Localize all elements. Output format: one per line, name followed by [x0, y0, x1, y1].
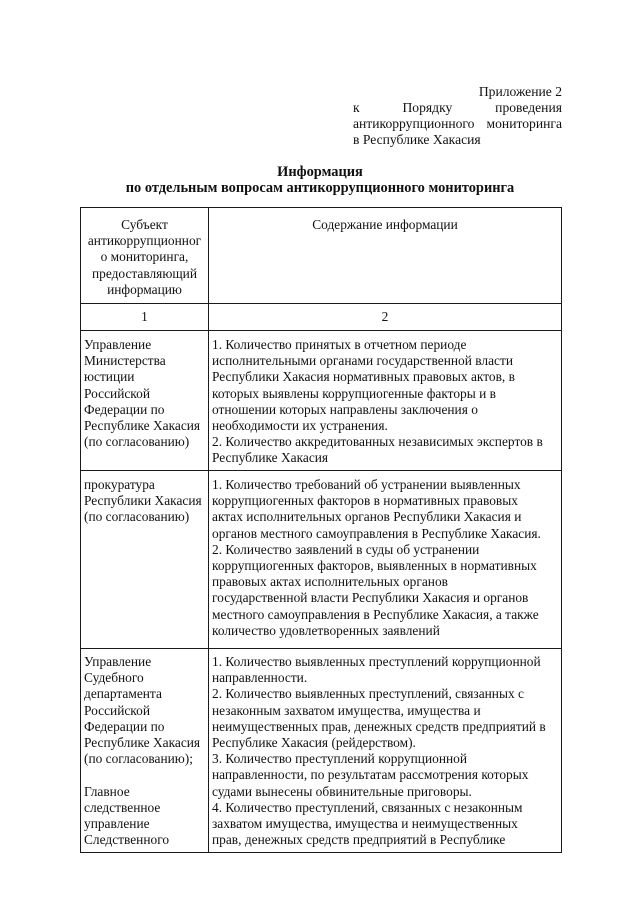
text-line: 2. Количество аккредитованных независимых экспертов в [212, 434, 543, 450]
table-row-2-subject [81, 477, 208, 526]
text-line: незаконным захватом имущества, имущества и [212, 702, 481, 718]
text-line: Республике Хакасия [84, 417, 201, 433]
text-line: информацию [107, 281, 182, 297]
text-line: направленности, по результатам рассмотрения которых [212, 767, 529, 783]
text-line: Республике Хакасия [84, 734, 201, 750]
document-title: Информация [277, 164, 363, 180]
text-line: Главное [84, 783, 130, 799]
header-content-label: Содержание информации [312, 217, 458, 232]
row-divider [81, 470, 561, 471]
document-subtitle: по отдельным вопросам антикоррупционного мониторинга [125, 180, 515, 196]
text-line: направленности. [212, 670, 308, 686]
text-line: прокуратура [84, 477, 155, 492]
text-line: коррупциогенных факторов в нормативных правовых [212, 493, 518, 509]
table-header-content [209, 217, 561, 233]
table-row-1-subject [81, 337, 208, 450]
text-line: Следственного [84, 832, 170, 848]
text-line: государственной власти Республики Хакасия и органов [212, 590, 529, 606]
column-number-1: 1 [141, 309, 148, 324]
text-line: следственное [84, 799, 161, 815]
text-line: Судебного [84, 670, 144, 686]
text-line: Управление [84, 654, 152, 669]
text-line: Республике Хакасия [212, 450, 329, 466]
table-row-1-content [209, 337, 561, 467]
text-line: коррупциогенных факторов, выявленных в нормативных [212, 557, 537, 573]
table-header-subject [81, 217, 208, 298]
text-line: о мониторинга, [100, 249, 189, 265]
text-line: Министерства [84, 353, 166, 369]
row-divider [81, 648, 561, 649]
text-line: местного самоуправления в Республике Хакасия, а также [212, 606, 539, 622]
text-line: Республики Хакасия [84, 493, 202, 509]
text-line: Управление [84, 337, 152, 352]
text-line: судами вынесены обвинительные приговоры. [212, 783, 472, 799]
text-line: управление [84, 815, 150, 831]
appendix-line: к Порядку проведения [353, 100, 562, 115]
text-line: Российской [84, 702, 150, 718]
text-line: Республике Хакасия (рейдерством). [212, 734, 416, 750]
table-row-3-subject [81, 654, 208, 848]
text-line: органов местного самоуправления в Республике Хакасия. [212, 525, 541, 541]
text-line: необходимости их устранения. [212, 417, 388, 433]
text-line: исполнительными органами государственной власти [212, 353, 513, 369]
text-line: которых выявлены коррупциогенные факторы и в [212, 385, 496, 401]
text-line: правовых актах исполнительных органов [212, 574, 448, 590]
text-line: антикоррупционног [87, 233, 202, 249]
column-number-2: 2 [381, 309, 389, 324]
text-line: (по согласованию); [84, 751, 193, 767]
text-line: Федерации по [84, 718, 165, 734]
text-line: 4. Количество преступлений, связанных с незаконным [212, 799, 523, 815]
text-line: актах исполнительных органов Республики Хакасия и [212, 509, 522, 525]
text-line: (по согласованию) [84, 434, 190, 450]
text-line: 1. Количество принятых в отчетном периоде [212, 337, 467, 352]
appendix-block [353, 84, 562, 148]
appendix-label: Приложение 2 [478, 84, 562, 99]
text-line: юстиции [84, 369, 135, 385]
text-line: неимущественных прав, денежных средств предприятий в [212, 718, 546, 734]
text-line: 3. Количество преступлений коррупционной [212, 751, 468, 767]
text-line: Субъект [121, 217, 168, 232]
appendix-line: в Республике Хакасия [353, 132, 481, 147]
info-table [80, 207, 562, 853]
subject-group-1 [84, 654, 208, 767]
table-row-2-content [209, 477, 561, 639]
subject-group-2 [84, 784, 208, 849]
text-line: 1. Количество требований об устранении выявленных [212, 477, 521, 492]
text-line: захватом имущества, имущества и неимущественных [212, 815, 518, 831]
appendix-line: антикоррупционного мониторинга [353, 116, 562, 131]
text-line: количество удовлетворенных заявлений [212, 622, 440, 638]
text-line: 2. Количество выявленных преступлений, связанных с [212, 686, 524, 702]
text-line: Республики Хакасия нормативных правовых актов, в [212, 369, 515, 385]
text-line: (по согласованию) [84, 509, 190, 525]
row-divider [81, 330, 561, 331]
text-line: предоставляющий [91, 265, 197, 281]
text-line: Российской [84, 385, 150, 401]
text-line: 2. Количество заявлений в суды об устранении [212, 541, 480, 557]
text-line: Федерации по [84, 401, 165, 417]
table-row-3-content [209, 654, 561, 848]
text-line: 1. Количество выявленных преступлений коррупционной [212, 654, 541, 669]
row-divider [81, 303, 561, 304]
text-line: прав, денежных средств предприятий в Республике [212, 832, 506, 848]
text-line: отношении которых направлены заключения о [212, 401, 478, 417]
text-line: департамента [84, 686, 162, 702]
